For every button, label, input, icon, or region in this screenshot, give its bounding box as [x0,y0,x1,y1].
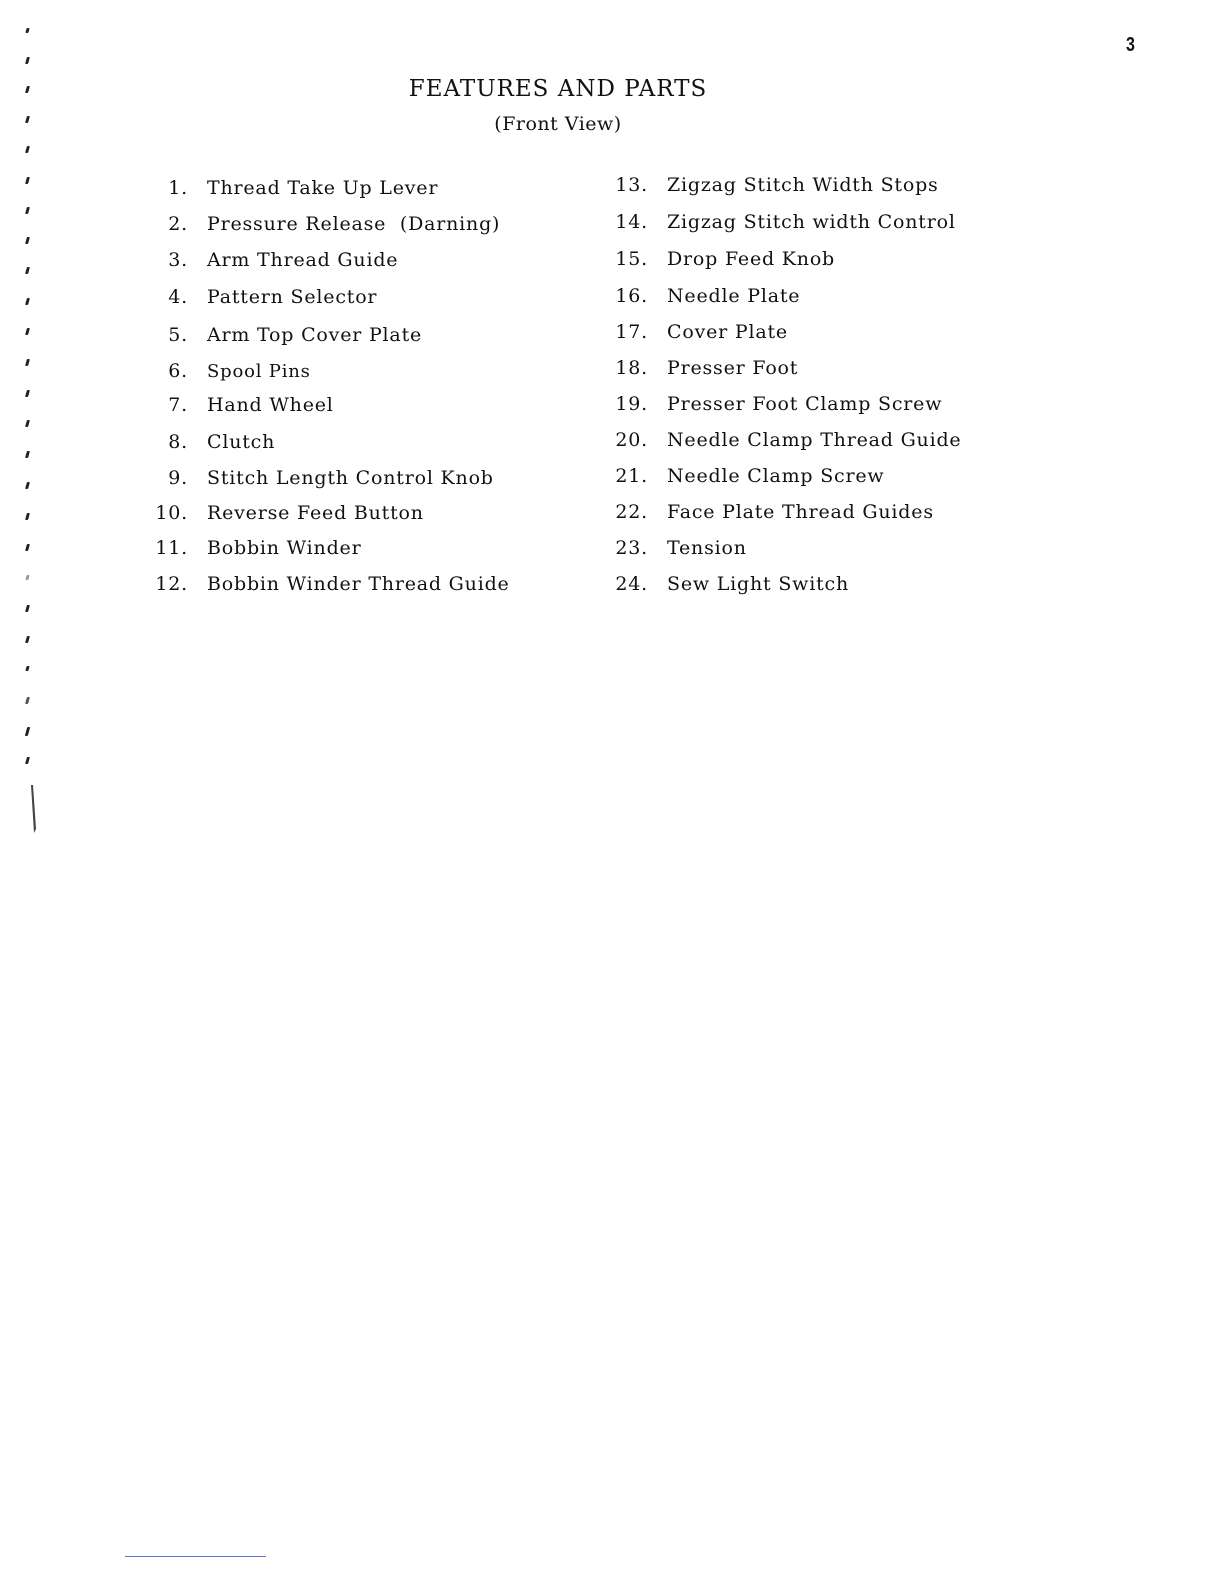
part-label: Needle Plate [667,285,801,307]
list-item [148,430,275,454]
list-item [148,212,500,236]
part-label: Pattern Selector [207,286,378,308]
margin-mark [25,605,30,612]
margin-mark [25,575,29,580]
list-item [148,466,494,490]
part-number: 5. [168,324,188,346]
part-label: Arm Thread Guide [207,249,399,271]
part-number: 19. [615,393,648,415]
part-number: 4. [168,286,188,308]
list-item [608,247,835,271]
footer-rule [125,1556,266,1557]
part-number: 8. [168,431,188,453]
list-item [608,500,934,524]
part-number: 21. [615,465,648,487]
margin-mark [25,57,30,64]
margin-mark [25,207,30,214]
part-label: Spool Pins [207,361,311,382]
margin-mark [25,451,30,458]
part-number: 3. [168,249,188,271]
margin-mark [25,420,30,427]
page-number: 3 [1126,34,1135,56]
part-label: Thread Take Up Lever [207,177,439,199]
part-number: 13. [615,174,648,196]
part-label: Arm Top Cover Plate [207,324,423,346]
part-number: 17. [615,321,648,343]
margin-mark [25,86,30,93]
part-label: Drop Feed Knob [667,248,836,270]
part-label: Stitch Length Control Knob [207,467,494,489]
part-label: Needle Clamp Thread Guide [667,429,962,451]
margin-mark [25,28,29,33]
margin-mark [25,116,30,123]
list-item [148,176,438,200]
list-item [148,393,334,417]
part-number: 18. [615,357,648,379]
list-item [608,320,788,344]
part-number: 20. [615,429,648,451]
margin-mark [25,666,29,671]
part-label: Cover Plate [667,321,788,343]
part-number: 16. [615,285,648,307]
list-item [608,536,747,560]
part-label: Needle Clamp Screw [667,465,885,487]
part-number: 15. [615,248,648,270]
part-number: 23. [615,537,648,559]
part-label: Hand Wheel [207,394,334,416]
part-number: 24. [615,573,648,595]
margin-mark [25,359,30,366]
margin-mark [25,727,30,736]
margin-mark [25,177,30,184]
margin-mark [25,757,30,764]
part-number: 11. [155,537,188,559]
margin-mark [25,390,30,397]
part-number: 1. [168,177,188,199]
part-number: 7. [168,394,188,416]
list-item [608,464,884,488]
part-number: 14. [615,211,648,233]
margin-mark [25,482,30,489]
margin-mark [25,544,30,551]
part-label: Sew Light Switch [667,573,849,595]
list-item [148,285,377,309]
part-label: Zigzag Stitch Width Stops [667,174,939,196]
list-item [148,359,311,384]
part-number: 22. [615,501,648,523]
part-label: Reverse Feed Button [207,502,424,524]
margin-mark [25,237,30,244]
margin-mark [25,513,30,520]
part-label: Presser Foot Clamp Screw [667,393,943,415]
part-number: 6. [168,360,188,382]
margin-mark [25,636,30,643]
list-item [608,210,956,234]
list-item [608,284,800,308]
part-label: Presser Foot [667,357,799,379]
list-item [608,392,942,416]
list-item [148,248,398,272]
page-subtitle: (Front View) [494,113,622,135]
list-item [608,572,849,596]
margin-mark [25,146,30,153]
margin-mark [25,328,30,335]
part-label: Face Plate Thread Guides [667,501,934,523]
margin-mark [25,267,30,274]
part-number: 9. [168,467,188,489]
part-label: Bobbin Winder Thread Guide [207,573,510,595]
list-item [608,356,798,380]
part-label: Clutch [207,431,276,453]
list-item [148,536,361,560]
list-item [148,501,424,525]
list-item [608,428,961,452]
list-item [148,323,422,347]
list-item [148,572,510,596]
part-label: Pressure Release (Darning) [207,213,501,235]
part-label: Zigzag Stitch width Control [667,211,956,233]
part-number: 12. [155,573,188,595]
part-number: 10. [155,502,188,524]
part-label: Bobbin Winder [207,537,362,559]
binding-mark [30,785,38,833]
margin-mark [25,697,30,704]
part-label: Tension [667,537,747,559]
part-number: 2. [168,213,188,235]
margin-marks [22,20,42,840]
page-title: FEATURES AND PARTS [408,76,708,102]
margin-mark [25,298,30,305]
list-item [608,173,939,197]
